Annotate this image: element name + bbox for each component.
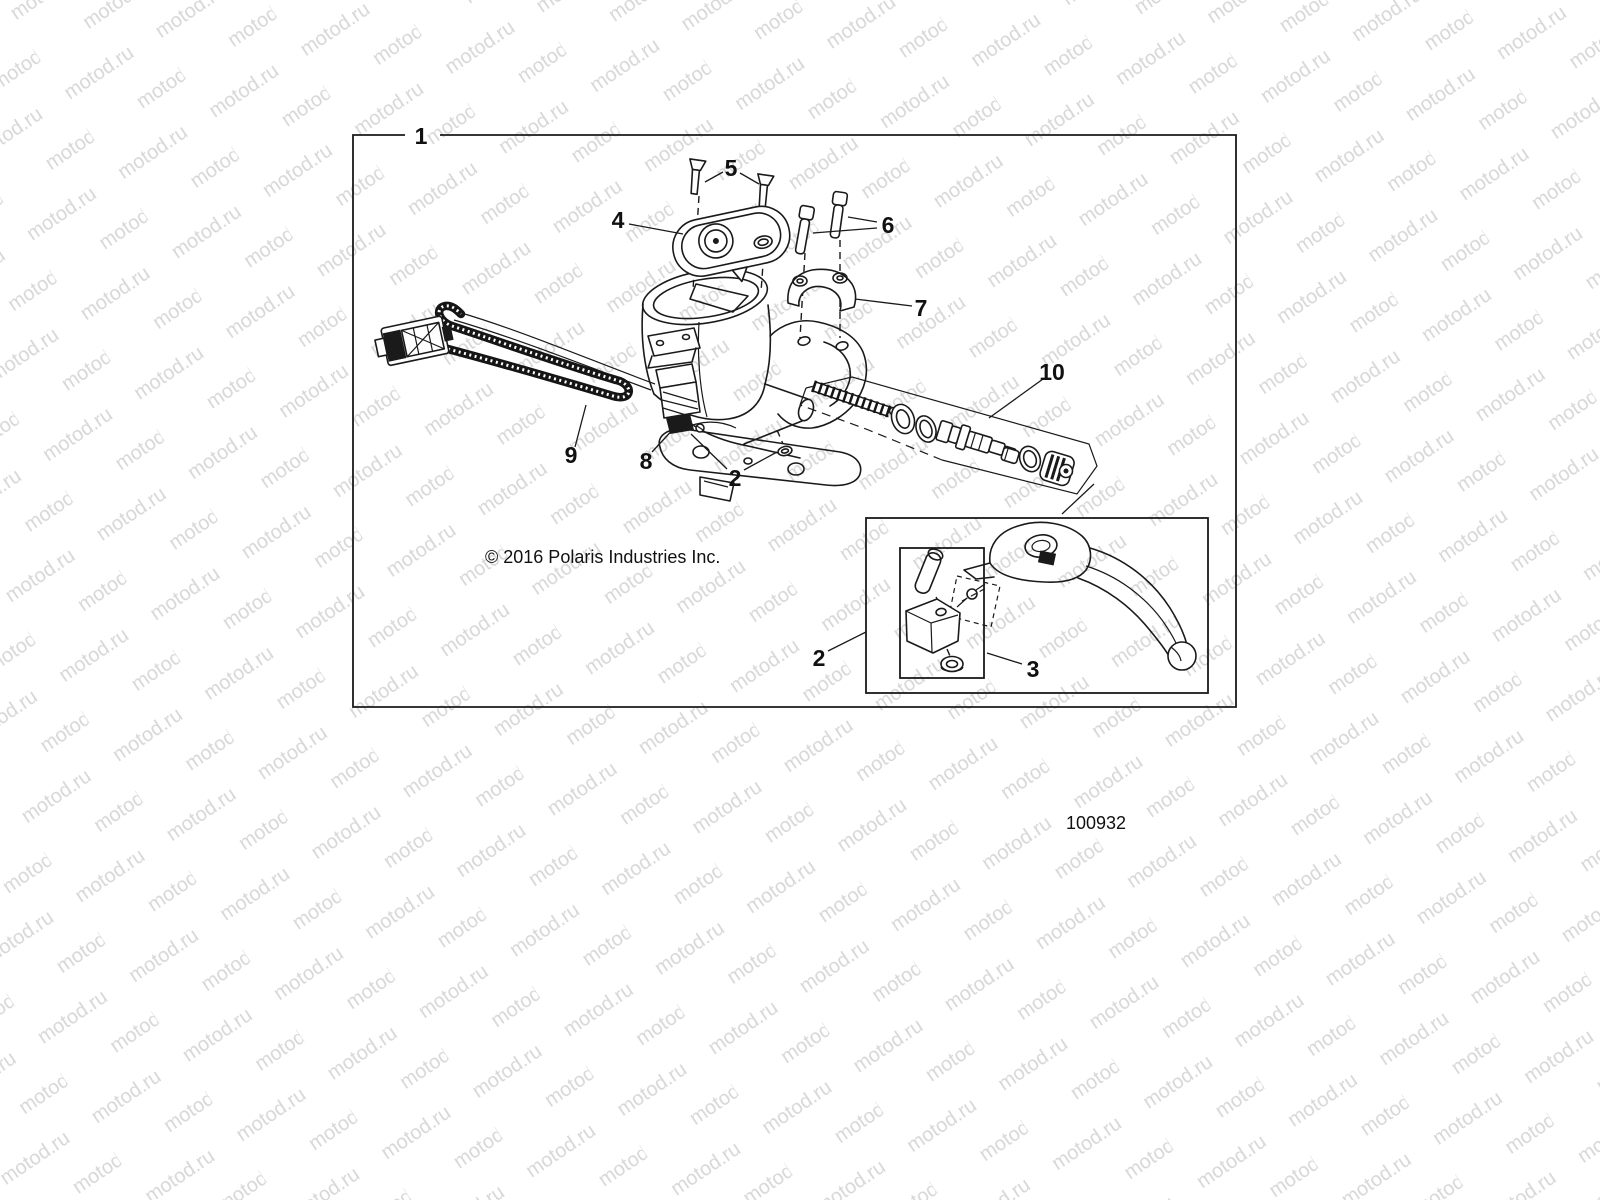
callout-5: 5	[724, 155, 738, 181]
callout-1: 1	[414, 123, 428, 149]
callout-6: 6	[881, 212, 895, 238]
callout-2-inset: 2	[812, 645, 826, 671]
callout-4: 4	[611, 207, 625, 233]
callout-10: 10	[1039, 359, 1065, 385]
callout-8: 8	[639, 448, 653, 474]
callout-7: 7	[914, 295, 928, 321]
callout-3: 3	[1026, 656, 1040, 682]
callout-9: 9	[564, 442, 578, 468]
drawing-number: 100932	[1065, 813, 1127, 833]
callout-2: 2	[728, 465, 742, 491]
copyright-text: © 2016 Polaris Industries Inc.	[485, 547, 721, 567]
